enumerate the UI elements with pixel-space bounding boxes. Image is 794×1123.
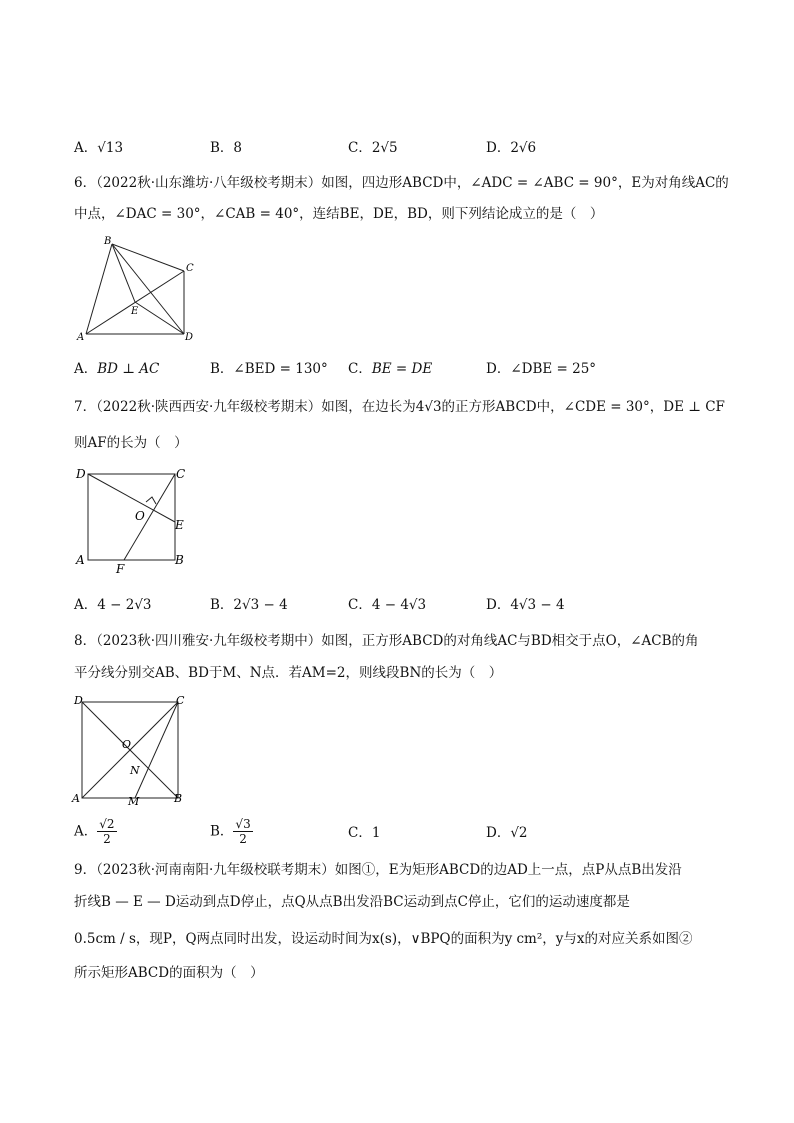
q6-stem-line1: 6．（2022秋·山东潍坊·八年级校考期末）如图，四边形ABCD中，∠ADC = ∠ABC = 90°，E为对角线AC的 bbox=[74, 175, 729, 191]
q8-label-o: O bbox=[122, 738, 132, 751]
q8-option-c: C．1 bbox=[348, 825, 381, 841]
q6-label-b: B bbox=[104, 236, 112, 247]
q8-label-b: B bbox=[174, 792, 183, 805]
q8-option-b: B． $\frac{√3}{2}$ bbox=[210, 817, 251, 846]
q7-option-b: B．2√3 − 4 bbox=[210, 597, 288, 613]
q7-label-d: D bbox=[76, 467, 86, 481]
q9-stem-line4: 所示矩形ABCD的面积为（ ） bbox=[74, 965, 264, 981]
q7-label-o: O bbox=[135, 509, 145, 523]
q9-stem-line2: 折线B — E — D运动到点D停止，点Q从点B出发沿BC运动到点C停止，它们的运动速度都是 bbox=[74, 894, 630, 910]
q7-label-c: C bbox=[176, 467, 186, 481]
q5-option-d: D．2√6 bbox=[486, 140, 537, 156]
q7-stem-line2: 则AF的长为（ ） bbox=[74, 435, 188, 451]
q8-option-b-fraction: $\frac{√3}{2}$ bbox=[235, 817, 251, 846]
q8-figure bbox=[68, 692, 194, 808]
q7-figure bbox=[70, 464, 195, 579]
q9-stem-line1: 9．（2023秋·河南南阳·九年级校联考期末）如图①，E为矩形ABCD的边AD上一点，点P从点B出发沿 bbox=[74, 862, 682, 878]
q8-label-d: D bbox=[74, 694, 83, 707]
q8-label-c: C bbox=[176, 694, 185, 707]
q8-option-a: A． $\frac{√2}{2}$ bbox=[74, 817, 115, 846]
q9-stem-line3: 0.5cm / s，现P，Q两点同时出发，设运动时间为x(s)，∨BPQ的面积为y cm²，y与x的对应关系如图② bbox=[74, 931, 693, 947]
q6-label-d: D bbox=[185, 332, 194, 342]
q7-label-f: F bbox=[116, 562, 125, 576]
q7-option-a: A．4 − 2√3 bbox=[74, 597, 152, 613]
q6-option-b: B．∠BED = 130° bbox=[210, 361, 328, 377]
q8-label-n: N bbox=[130, 764, 140, 777]
q8-stem-line2: 平分线分别交AB、BD于M、N点．若AM=2，则线段BN的长为（ ） bbox=[74, 665, 503, 681]
q8-option-a-fraction: $\frac{√2}{2}$ bbox=[99, 817, 115, 846]
q8-option-d: D．√2 bbox=[486, 825, 528, 841]
q7-label-e: E bbox=[175, 518, 184, 532]
q5-option-b: B．8 bbox=[210, 140, 243, 156]
q8-stem-line1: 8．（2023秋·四川雅安·九年级校考期中）如图，正方形ABCD的对角线AC与BD相交于点O，∠ACB的角 bbox=[74, 633, 699, 649]
q5-option-a: A．√13 bbox=[74, 140, 124, 156]
q8-label-m: M bbox=[128, 795, 140, 808]
q6-label-c: C bbox=[186, 263, 194, 274]
q8-label-a: A bbox=[72, 792, 80, 805]
q6-stem-line2: 中点，∠DAC = 30°，∠CAB = 40°，连结BE，DE，BD，则下列结论成立的是（ ） bbox=[74, 206, 604, 222]
q7-label-a: A bbox=[76, 553, 85, 567]
q7-option-d: D．4√3 − 4 bbox=[486, 597, 565, 613]
q6-option-a: A．BD ⊥ AC bbox=[74, 361, 160, 377]
q5-option-c: C．2√5 bbox=[348, 140, 398, 156]
q6-figure bbox=[72, 234, 202, 342]
q6-label-a: A bbox=[77, 332, 85, 342]
q6-label-e: E bbox=[131, 306, 139, 317]
q6-option-d: D．∠DBE = 25° bbox=[486, 361, 597, 377]
q7-label-b: B bbox=[175, 553, 184, 567]
q6-option-c: C．BE = DE bbox=[348, 361, 433, 377]
q7-option-c: C．4 − 4√3 bbox=[348, 597, 427, 613]
q7-stem-line1: 7．（2022秋·陕西西安·九年级校考期末）如图，在边长为4√3的正方形ABCD中，∠CDE = 30°，DE ⊥ CF bbox=[74, 399, 725, 415]
